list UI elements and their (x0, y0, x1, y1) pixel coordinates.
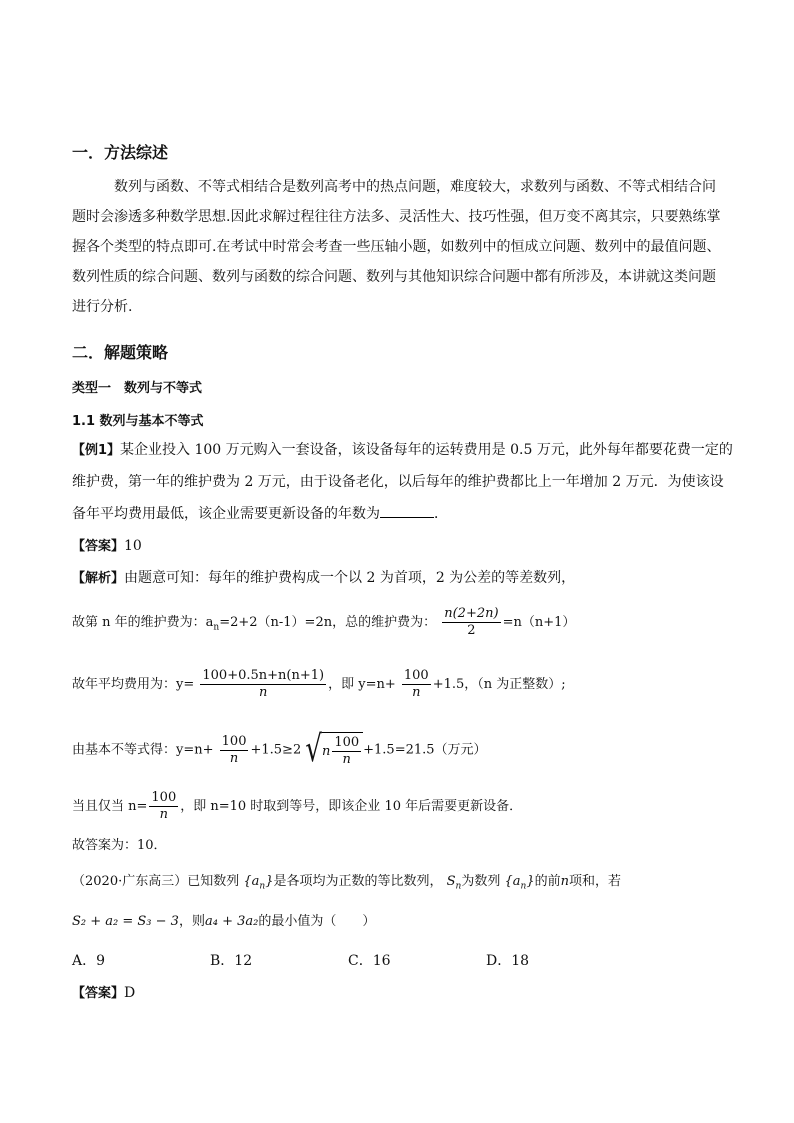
text: ，即 n=10 时取到等号，即该企业 10 年后需要更新设备． (180, 799, 523, 814)
fraction (149, 790, 178, 823)
text: 已知数列 (187, 874, 240, 889)
text: 为数列 (461, 874, 501, 889)
denominator: n (412, 685, 421, 700)
subscript: n (455, 881, 462, 892)
numerator: 100 (403, 668, 429, 683)
fraction (442, 606, 500, 639)
sequence-an (504, 874, 535, 892)
example-text: 备年平均费用最低，该企业需要更新设备的年数为 (72, 506, 380, 522)
denominator: n (229, 750, 239, 766)
math-text: } (265, 874, 274, 889)
paragraph-line: 握各个类型的特点即可.在考试中时常会考查一些压轴小题，如数列中的恒成立问题、数列中的最值问题、 (72, 239, 721, 255)
subsection-heading: 1.1 数列与基本不等式 (72, 414, 204, 429)
analysis-label: 【解析】 (72, 571, 125, 586)
option-d: D．18 (486, 953, 530, 969)
text: 项和，若 (569, 874, 622, 889)
math-text: S (446, 874, 456, 889)
formula-line-1 (72, 606, 575, 639)
text: +1.5，（n 为正整数）; (432, 677, 566, 692)
numerator: 100+0.5n+n(n+1) (202, 668, 325, 683)
text: 故年平均费用为：y= (72, 677, 195, 692)
text: ，则 (178, 914, 205, 929)
numerator: n(2+2n) (444, 606, 499, 621)
text: 由基本不等式得：y=n+ (72, 742, 214, 758)
example-label: 【例1】 (72, 443, 121, 458)
square-root (305, 729, 363, 771)
answer-label: 【答案】 (72, 539, 125, 554)
type-heading: 类型一 数列与不等式 (72, 381, 203, 396)
formula-line-4 (72, 790, 522, 823)
denominator: n (259, 685, 268, 700)
math-var: n (560, 874, 569, 889)
paragraph-line: 题时会渗透多种数学思想.因此求解过程往往方法多、灵活性大、技巧性强，但万变不离其宗，只要熟练掌 (72, 209, 721, 225)
text: 是各项均为正数的等比数列， (273, 874, 443, 889)
paragraph-line: 进行分析. (72, 299, 133, 315)
question-line-1 (72, 872, 621, 897)
sum-Sn (446, 874, 462, 892)
math-text: {a (504, 874, 521, 889)
formula-line-3 (72, 729, 487, 771)
option-b: B．12 (210, 953, 253, 969)
answer-label: 【答案】 (72, 986, 125, 1001)
text: 故第 n 年的维护费为：a (72, 615, 214, 630)
answer-value: 10 (124, 538, 142, 554)
math-text: } (526, 874, 535, 889)
sequence-an (243, 874, 274, 892)
radical-sign: √ (305, 729, 322, 771)
numerator: 100 (334, 735, 360, 750)
final-answer-line: 故答案为：10． (72, 838, 167, 853)
paragraph-line: 数列性质的综合问题、数列与函数的综合问题、数列与其他知识综合问题中都有所涉及，本讲就这类问题 (72, 269, 716, 285)
fraction (332, 735, 361, 768)
text: 的前 (534, 874, 561, 889)
denominator: n (342, 752, 351, 767)
fraction (220, 734, 249, 767)
denominator: n (159, 807, 168, 822)
text: +1.5=21.5（万元） (363, 742, 487, 758)
punctuation: ． (434, 506, 448, 522)
example-line (72, 504, 448, 524)
text: 当且仅当 n= (72, 799, 148, 814)
text: =n（n+1） (502, 615, 576, 630)
answer-line (72, 536, 142, 557)
fraction (402, 668, 431, 701)
option-c: C．16 (348, 953, 391, 969)
subscript: n (520, 881, 527, 892)
question-line-2 (72, 912, 375, 932)
math-text: {a (243, 874, 260, 889)
example-text: 某企业投入 100 万元购入一套设备，该设备每年的运转费用是 0.5 万元，此外每年都要花费一定的 (120, 442, 733, 458)
numerator: 100 (151, 790, 177, 805)
answer-line-2 (72, 983, 135, 1004)
subscript: n (259, 881, 266, 892)
fraction (200, 668, 326, 701)
answer-blank (380, 505, 434, 518)
text: 的最小值为（ ） (258, 914, 376, 929)
example-line (72, 440, 733, 461)
section-heading-method-overview: 一．方法综述 (72, 143, 169, 162)
question-source: （2020·广东高三） (72, 874, 188, 889)
analysis-text: 由题意可知：每年的维护费构成一个以 2 为首项，2 为公差的等差数列， (124, 570, 576, 586)
denominator: 2 (467, 623, 476, 638)
section-heading-strategy: 二．解题策略 (72, 343, 169, 362)
answer-value: D (124, 985, 136, 1001)
numerator: 100 (221, 733, 247, 749)
subscript: n (213, 622, 220, 633)
option-a: A．9 (72, 953, 106, 969)
formula-line-2 (72, 668, 566, 701)
example-line: 维护费，第一年的维护费为 2 万元，由于设备老化，以后每年的维护费都比上一年增加 2 万元．为使该设 (72, 474, 724, 490)
condition-equation: S₂ + a₂ = S₃ − 3 (72, 914, 179, 929)
analysis-line (72, 568, 575, 589)
radicand-var: n (321, 744, 331, 759)
paragraph-line: 数列与函数、不等式相结合是数列高考中的热点问题，难度较大，求数列与函数、不等式相结合问 (114, 179, 716, 195)
text: ，即 y=n+ (328, 677, 396, 692)
target-expression: a₄ + 3a₂ (204, 914, 259, 929)
text: +1.5≥2 (250, 742, 302, 758)
text: =2+2（n-1）=2n，总的维护费为： (219, 615, 437, 630)
